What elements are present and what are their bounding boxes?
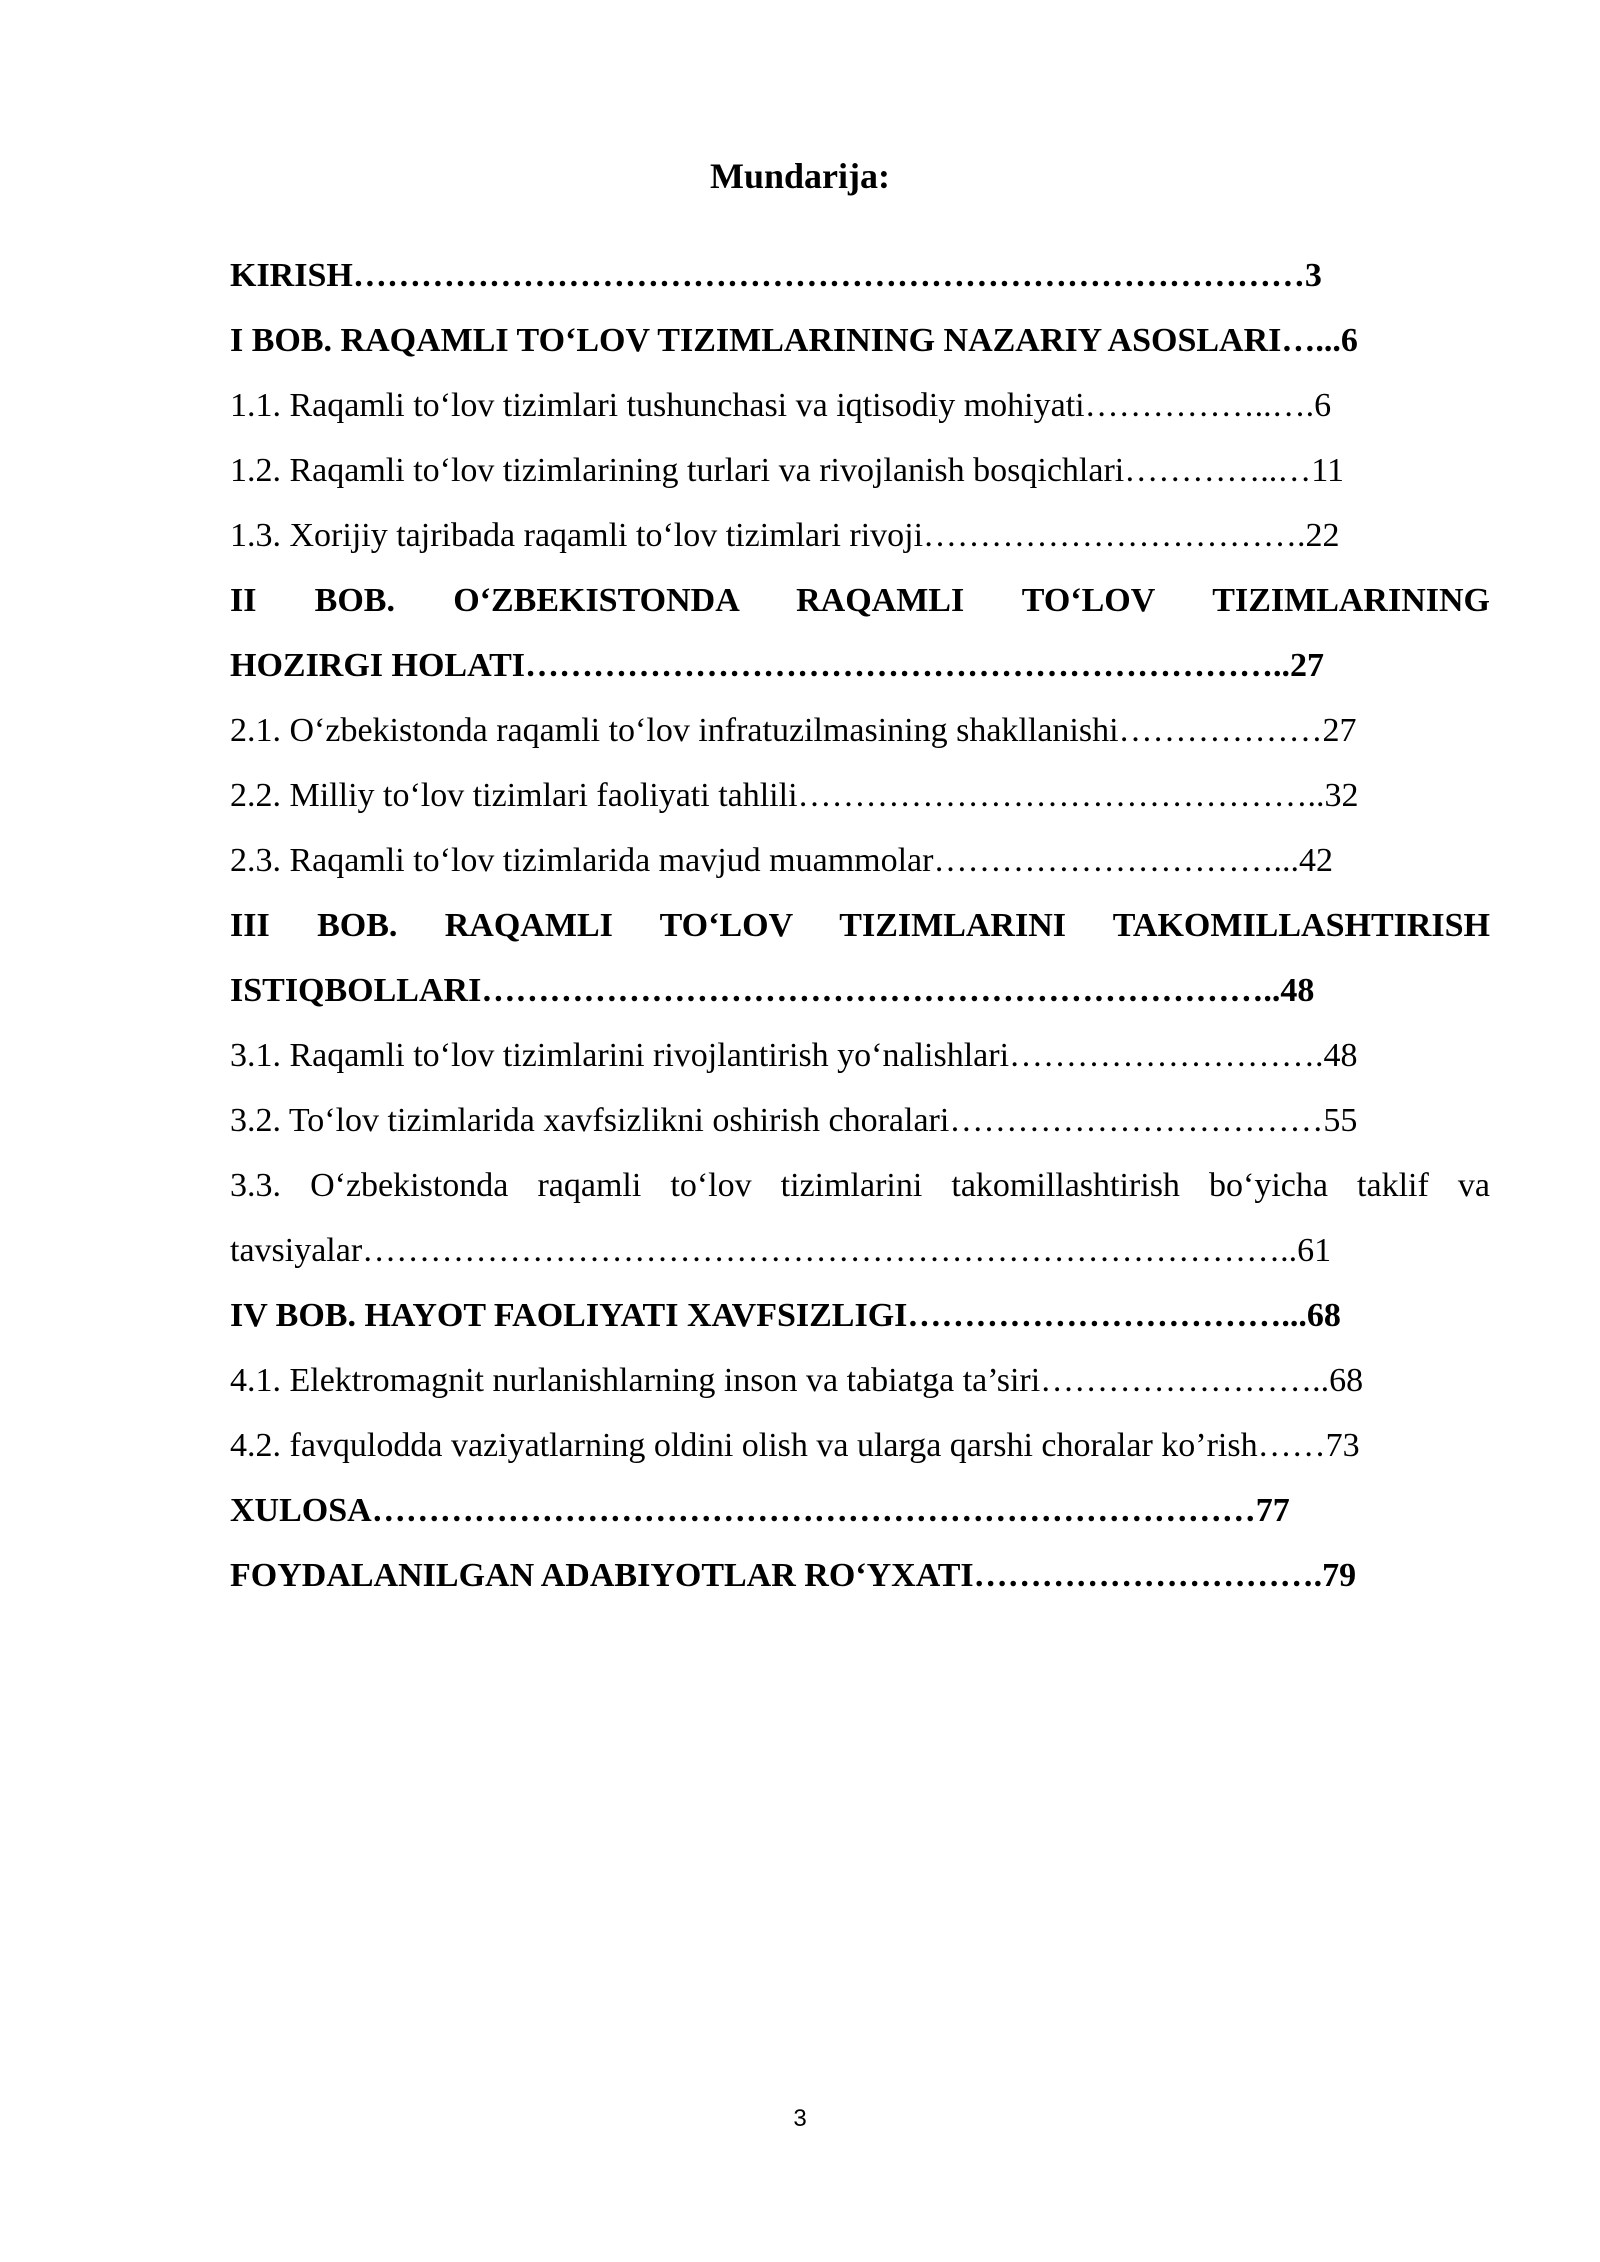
toc-entry: 1.2. Raqamli to‘lov tizimlarining turlari va rivojlanish bosqichlari…………..…11 <box>230 452 1344 489</box>
toc-entry: 2.1. O‘zbekistonda raqamli to‘lov infratuzilmasining shakllanishi………………27 <box>230 712 1357 749</box>
table-of-contents <box>230 243 1490 1608</box>
toc-entry: 4.1. Elektromagnit nurlanishlarning inson va tabiatga ta’siri……………………..68 <box>230 1362 1364 1399</box>
toc-entry: 1.1. Raqamli to‘lov tizimlari tushunchasi va iqtisodiy mohiyati……………..….6 <box>230 387 1332 424</box>
toc-entry: tavsiyalar………………………………………………………………………..61 <box>230 1232 1332 1269</box>
toc-entry: III BOB. RAQAMLI TO‘LOV TIZIMLARINI TAKOMILLASHTIRISH <box>230 907 1490 944</box>
toc-entry: ISTIQBOLLARI……………………………………………………………..48 <box>230 972 1315 1009</box>
page-title: Mundarija: <box>710 156 890 196</box>
toc-entry: IV BOB. HAYOT FAOLIYATI XAVFSIZLIGI……………………………...68 <box>230 1297 1341 1334</box>
toc-entry: FOYDALANILGAN ADABIYOTLAR RO‘YXATI………………………….79 <box>230 1557 1357 1594</box>
toc-entry: 1.3. Xorijiy tajribada raqamli to‘lov tizimlari rivoji…………………………….22 <box>230 517 1340 554</box>
toc-entry: 3.2. To‘lov tizimlarida xavfsizlikni oshirish choralari……………………………55 <box>230 1102 1358 1139</box>
toc-entry: 3.1. Raqamli to‘lov tizimlarini rivojlantirish yo‘nalishlari……………………….48 <box>230 1037 1358 1074</box>
toc-entry: 3.3. O‘zbekistonda raqamli to‘lov tizimlarini takomillashtirish bo‘yicha taklif va <box>230 1167 1490 1204</box>
toc-entry: 2.2. Milliy to‘lov tizimlari faoliyati tahlili………………………………………..32 <box>230 777 1359 814</box>
toc-entry: XULOSA……………………………………………………………………77 <box>230 1492 1290 1529</box>
toc-entry: I BOB. RAQAMLI TO‘LOV TIZIMLARINING NAZARIY ASOSLARI…...6 <box>230 322 1358 359</box>
toc-entry: II BOB. O‘ZBEKISTONDA RAQAMLI TO‘LOV TIZIMLARINING <box>230 582 1490 619</box>
toc-entry: HOZIRGI HOLATI…………………………………………………………..27 <box>230 647 1325 684</box>
toc-entry: KIRISH…………………………………………………………………………3 <box>230 257 1322 294</box>
toc-entry: 2.3. Raqamli to‘lov tizimlarida mavjud muammolar…………………………...42 <box>230 842 1333 879</box>
toc-entry: 4.2. favqulodda vaziyatlarning oldini olish va ularga qarshi choralar ko’rish……73 <box>230 1427 1360 1464</box>
page-number: 3 <box>793 2105 807 2132</box>
